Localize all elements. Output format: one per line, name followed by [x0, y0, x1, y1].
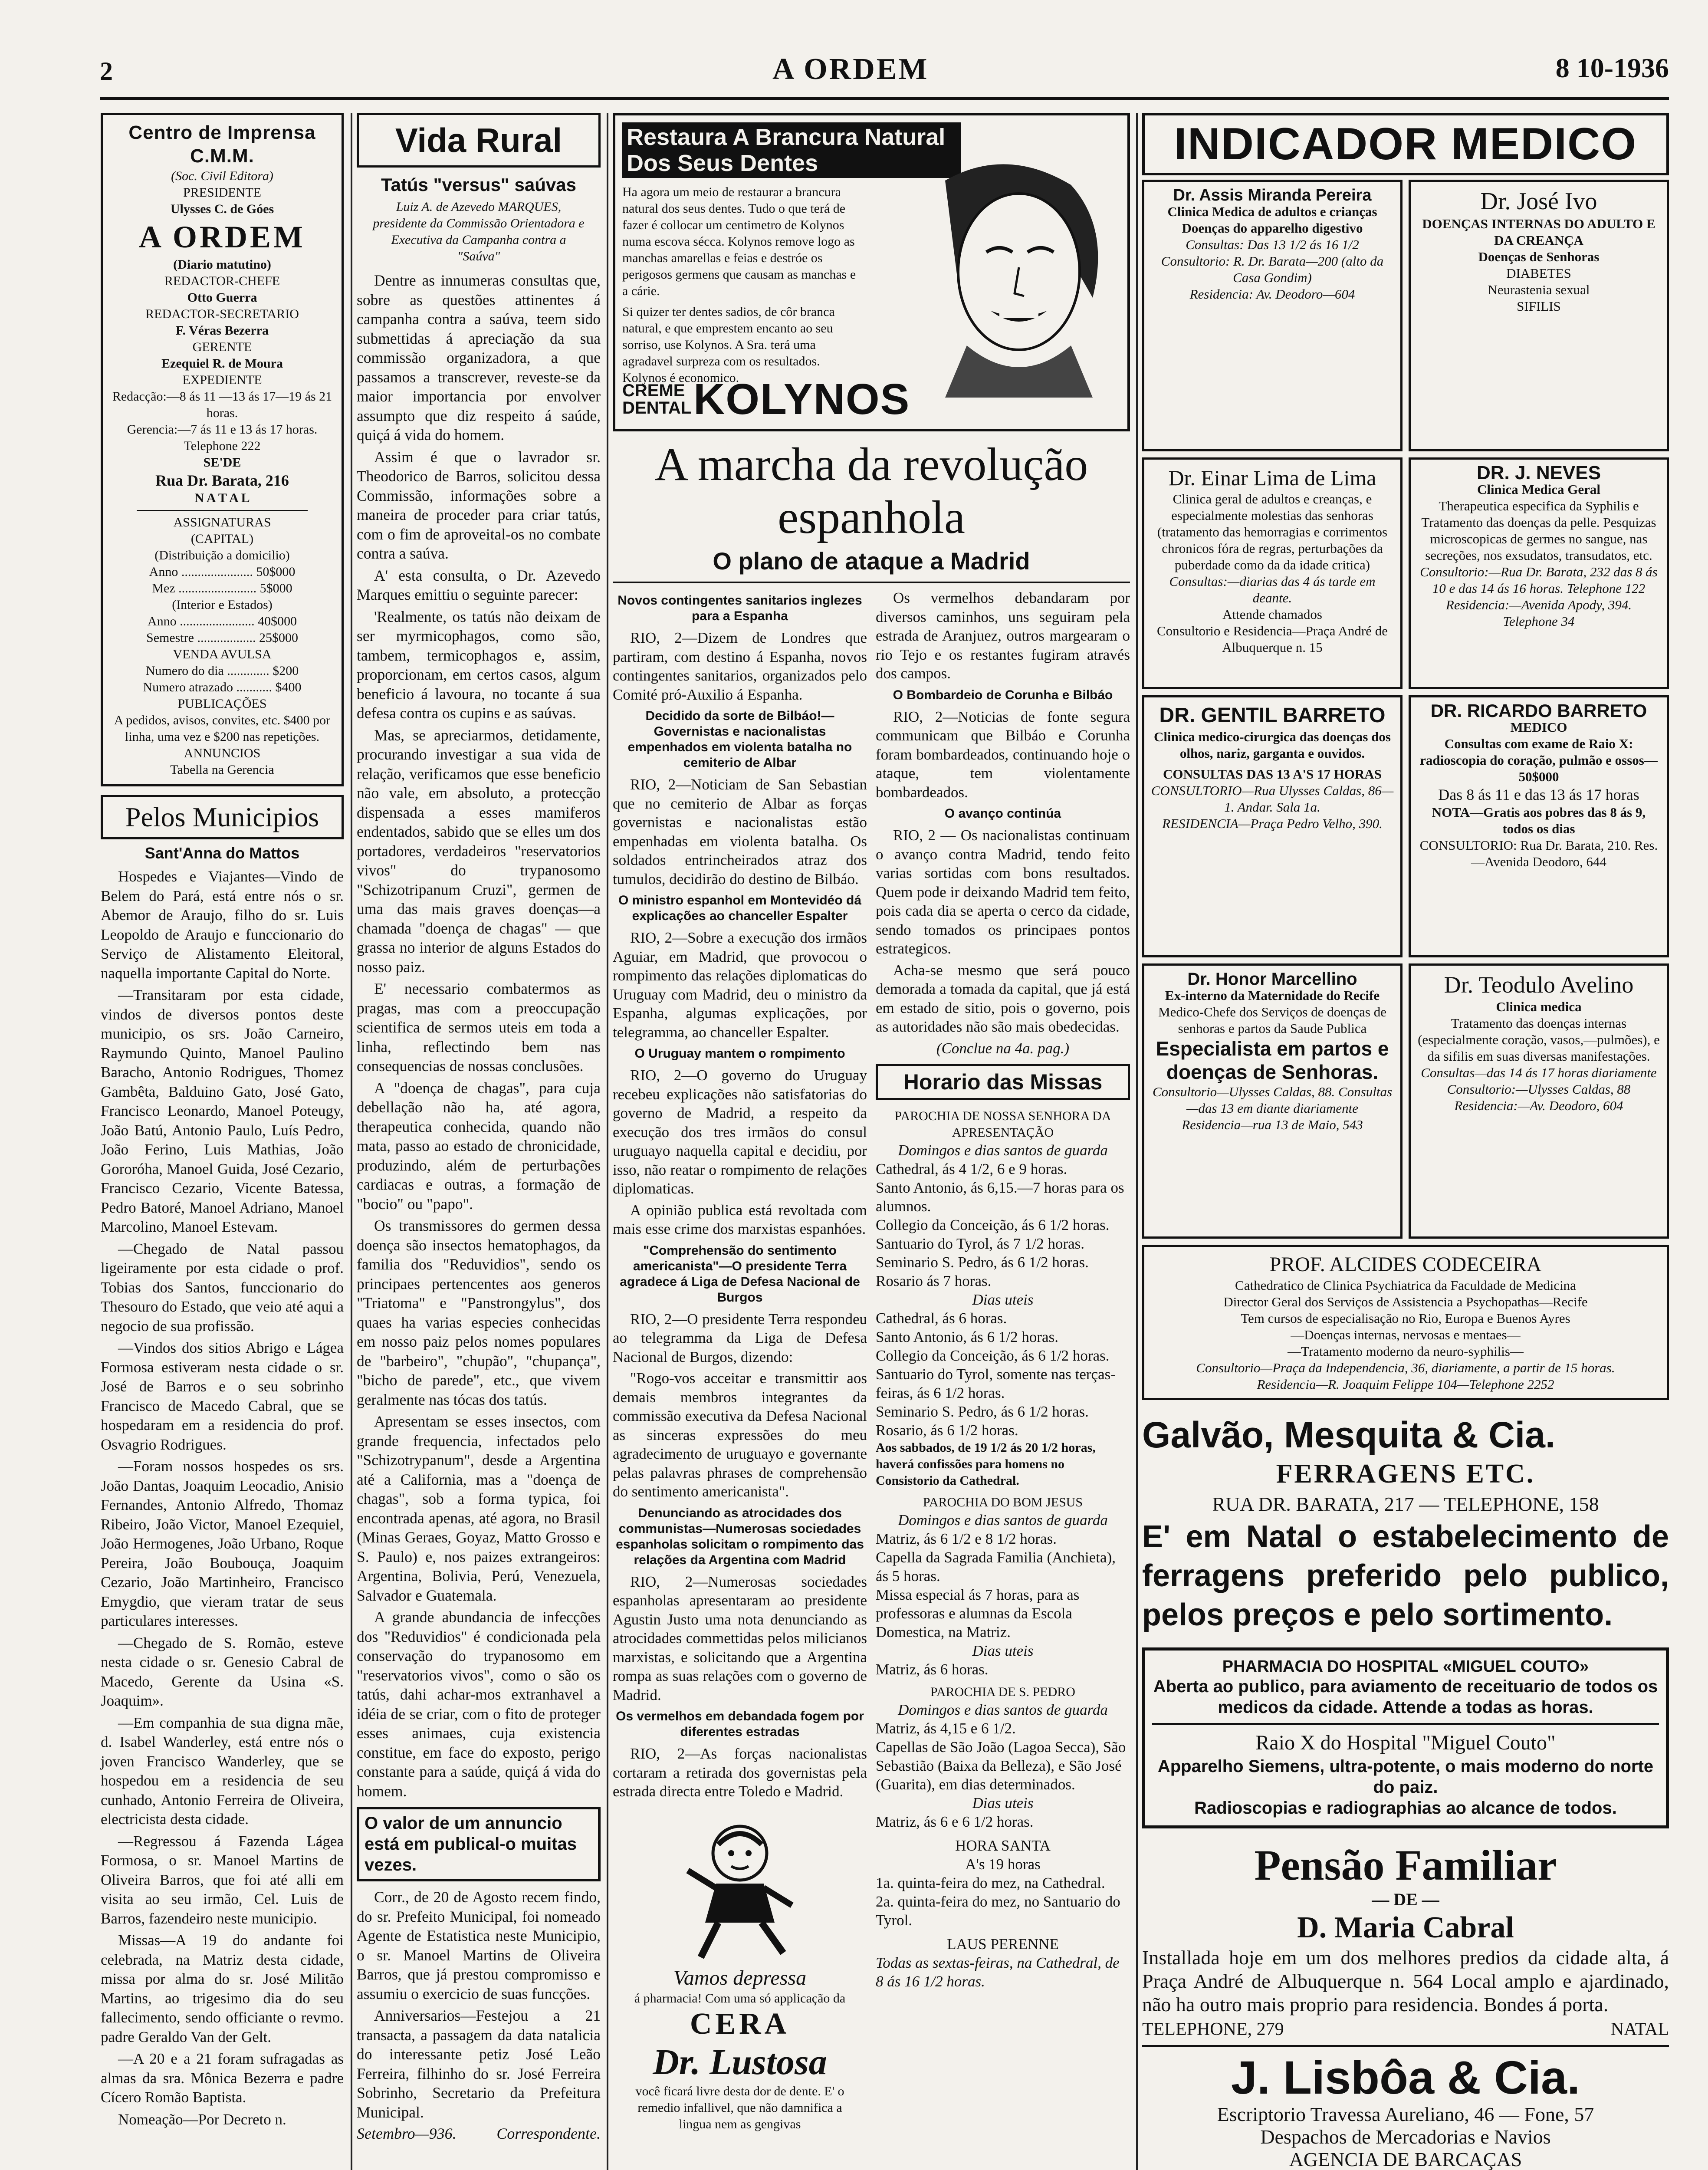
doctor-residence: Residencia—rua 13 de Maio, 543 — [1182, 1117, 1363, 1132]
line: AGENCIA DE BARCAÇAS — [1289, 2148, 1522, 2170]
raio-body: Apparelho Siemens, ultra-potente, o mais moderno do norte do paiz. — [1157, 1757, 1654, 1797]
raio-body2: Radioscopias e radiographias ao alcance de todos. — [1194, 1798, 1617, 1818]
paragraph: —Chegado de S. Romão, esteve nesta cidade o sr. Genesio Cabral de Macedo, Gerente da Usina «S. Joaquim». — [101, 1634, 344, 1709]
paragraph: A' esta consulta, o Dr. Azevedo Marques emittiu o seguinte parecer: — [357, 566, 601, 603]
section-title: Horario das Missas — [903, 1070, 1103, 1094]
doctor-spec: Clinica medica — [1496, 999, 1582, 1014]
line: Domingos e dias santos de guarda — [898, 1701, 1108, 1718]
war-headline: A marcha da revolução espanhola — [654, 439, 1088, 543]
doctor-residence: CONSULTORIO: Rua Dr. Barata, 210. Res.—Avenida Deodoro, 644 — [1419, 838, 1658, 869]
paper-name: A ORDEM — [772, 53, 929, 86]
notice-box — [357, 1807, 601, 1881]
line: EXPEDIENTE — [182, 373, 262, 387]
line: Cathedral, ás 4 1/2, 6 e 9 horas. — [876, 1161, 1068, 1177]
doctor-hours: Consultorio:—Rua Dr. Barata, 232 das 8 ás 10 e das 14 ás 16 horas. Telephone 122 — [1420, 564, 1658, 596]
cera-brand2: Dr. Lustosa — [653, 2042, 827, 2082]
line: Cathedral, ás 6 horas. — [876, 1310, 1007, 1327]
line: Santuario do Tyrol, ás 7 1/2 horas. — [876, 1235, 1085, 1252]
line: Cathedratico de Clinica Psychiatrica da Faculdade de Medicina — [1235, 1278, 1576, 1293]
column-2 — [357, 113, 601, 2143]
line: Tem cursos de especialisação no Rio, Europa e Buenos Ayres — [1241, 1311, 1570, 1326]
kolynos-ad — [613, 113, 1130, 431]
parish-title: PAROCHIA DE NOSSA SENHORA DA APRESENTAÇÃO — [894, 1109, 1111, 1140]
war-col-right — [876, 589, 1130, 2133]
line: Anno ....................... 40$000 — [147, 614, 297, 628]
kolynos-brand-left: CREME DENTAL — [622, 381, 692, 418]
paragraph: —Em companhia de sua digna mãe, d. Isabel Wanderley, está entre nós o joven Francisco Wanderley, que se hospedou em a residencia de seu cunhado, Antonio Ferreira de Oliveira, electricista desta cidade. — [101, 1714, 344, 1828]
centro-subtitle: (Soc. Civil Editora) — [171, 169, 273, 183]
municipios-text — [101, 867, 344, 2129]
doctor-name: DR. GENTIL BARRETO — [1159, 704, 1386, 727]
kolynos-body2: Si quizer ter dentes sadios, de côr branca natural, e que emprestem encanto ao seu sorriso, use Kolynos. A Sra. terá uma agradavel surpreza com os resultados. — [622, 305, 835, 368]
doctor-name: PROF. ALCIDES CODECEIRA — [1269, 1253, 1542, 1276]
woman-portrait-illustration — [893, 155, 1119, 398]
line: Santo Antonio, ás 6 1/2 horas. — [876, 1328, 1058, 1345]
section-title: Pelos Municipios — [125, 802, 319, 832]
paragraph: —A 20 e a 21 foram sufragadas as almas da sra. Mônica Bezerra e padre Cícero Romão Baptista. — [101, 2050, 344, 2106]
line: Dias uteis — [972, 1642, 1034, 1659]
masthead-box — [101, 113, 344, 786]
doctor-card — [1409, 180, 1669, 451]
paragraph: RIO, 2—O presidente Terra respondeu ao telegramma da Liga de Defesa Nacional de Burgos, dizendo: — [613, 1310, 867, 1365]
paragraph: Nomeação—Por Decreto n. — [118, 2111, 286, 2128]
corr-text — [357, 1887, 601, 2122]
doctor-spec: Clinica Medica de adultos e crianças — [1167, 204, 1377, 219]
line: Collegio da Conceição, ás 6 1/2 horas. — [876, 1217, 1110, 1233]
galvao-address: RUA DR. BARATA, 217 — TELEPHONE, 158 — [1212, 1493, 1599, 1515]
kolynos-body: Ha agora um meio de restaurar a brancura natural dos seus dentes. Tudo o que terá de fazer é collocar um centimetro de Kolynos numa escova sécca. Kolynos remove logo as manchas amarellas e feias e destróe os perigosos germens que causam as manchas e a cárie. — [622, 185, 856, 298]
line: Capella da Sagrada Familia (Anchieta), ás 5 horas. — [876, 1549, 1116, 1585]
page-header — [100, 48, 1669, 100]
war-subhead: "Comprehensão do sentimento americanista"—O presidente Terra agradece á Liga de Defesa Nacional de Burgos — [620, 1243, 860, 1305]
line: F. Véras Bezerra — [175, 323, 269, 338]
doctor-extra: Tratamento das doenças internas (especialmente coração, vasos,—pulmões), e da sifilis em suas diversas manifestações. — [1418, 1016, 1660, 1064]
line: Consultorio—Praça da Independencia, 36, diariamente, a partir de 15 horas. — [1196, 1360, 1615, 1375]
line: GERENTE — [192, 340, 252, 354]
war-subhead: O Bombardeio de Corunha e Bilbáo — [893, 687, 1113, 702]
line: Capellas de São João (Lagoa Secca), São Sebastião (Baixa da Belleza), e São José (Guarita), em dias determinados. — [876, 1739, 1126, 1793]
paragraph: Anniversarios—Festejou a 21 transacta, a passagem da data natalicia do interessante petiz José Leão Ferreira, filhinho do sr. José Ferreira Sobrinho, Secretario da Prefeitura Municipal. — [357, 2007, 601, 2121]
line: Otto Guerra — [187, 290, 257, 305]
pharmacia-body: Aberta ao publico, para aviamento de receituario de todos os medicos da cidade. Attende a todas as horas. — [1153, 1677, 1658, 1717]
line: Matriz, ás 6 1/2 e 8 1/2 horas. — [876, 1530, 1057, 1547]
doctor-spec: Clinica geral de adultos e creanças, e especialmente molestias das senhoras (tratamento das hemorragias e corrimentos chronicos fóra de regras, perturbações da puberdade como da da idade critica) — [1157, 491, 1388, 572]
doctor-name: DR. RICARDO BARRETO — [1430, 700, 1647, 721]
vida-rural-text — [357, 271, 601, 1801]
line: (CAPITAL) — [191, 532, 254, 546]
paragraph: Acha-se mesmo que será pouco demorada a tomada da capital, que já está em estado de sitio, pois o governo, pois as autoridades não são mais obedecidas. — [876, 961, 1130, 1035]
missas-body — [876, 1108, 1130, 1991]
doctor-hours: Consultas: Das 13 1/2 ás 16 1/2 — [1186, 237, 1359, 252]
line: LAUS PERENNE — [947, 1936, 1059, 1953]
line: Aos sabbados, de 19 1/2 ás 20 1/2 horas, haverá confissões para homens no Consistorio da Cathedral. — [876, 1440, 1096, 1488]
doctor-extra: Doenças do apparelho digestivo — [1182, 220, 1363, 236]
paragraph: —Regressou á Fazenda Lágea Formosa, o sr. Manoel Martins de Oliveira Barros, que foi até alli em visita ao seu irmão, Cel. Luis de Barros, fazendeiro neste municipio. — [101, 1832, 344, 1927]
doctor-hours: CONSULTAS DAS 13 A'S 17 HORAS — [1163, 766, 1382, 782]
line: Rosario ás 7 horas. — [876, 1272, 992, 1289]
doctor-card — [1142, 457, 1403, 689]
cera-line1: Vamos depressa — [673, 1966, 807, 1989]
issue-date: 8 10-1936 — [1555, 53, 1669, 83]
doctor-spec: MEDICO — [1510, 720, 1567, 735]
paragraph: A opinião publica está revoltada com mais esse crime dos marxistas espanhóes. — [613, 1201, 867, 1237]
vida-rural-heading — [357, 113, 601, 168]
doctor-hours: Consultorio—Ulysses Caldas, 88. Consultas—das 13 em diante diariamente — [1152, 1084, 1393, 1116]
doctor-specialty: Especialista em partos e doenças de Senhoras. — [1156, 1037, 1389, 1083]
line: Residencia—R. Joaquim Felippe 104—Telephone 2252 — [1257, 1377, 1554, 1392]
line: Seminario S. Pedro, ás 6 1/2 horas. — [876, 1403, 1089, 1420]
line: A pedidos, avisos, convites, etc. $400 por linha, uma vez e $200 nas repetições. — [114, 713, 331, 744]
doctor-hours: Consultas:—diarias das 4 ás tarde em deante. — [1169, 574, 1376, 605]
doctor-card — [1142, 180, 1403, 451]
line: Despachos de Mercadorias e Navios — [1260, 2126, 1551, 2148]
continued-note: (Conclue na 4a. pag.) — [936, 1039, 1070, 1057]
galvao-body: E' em Natal o estabelecimento de ferragens preferido pelo publico, pelos preços e pelo sortimento. — [1142, 1519, 1669, 1632]
doctor-address: Attende chamados — [1222, 607, 1322, 622]
doctor-name: Dr. Einar Lima de Lima — [1168, 466, 1376, 490]
doctor-address: Consultorio:—Ulysses Caldas, 88 — [1447, 1082, 1631, 1097]
article-subtitle: Tatús "versus" saúvas — [381, 174, 576, 195]
doctor-name: Dr. Assis Miranda Pereira — [1173, 186, 1372, 204]
running-boy-illustration — [675, 1818, 805, 1966]
paragraph: —Vindos dos sitios Abrigo e Lágea Formosa estiveram nesta cidade o sr. José de Barros e o seu sobrinho Francisco de Macedo Cabral, que se hospedaram em a residencia do prof. Osvagrio Rodrigues. — [101, 1339, 344, 1453]
line: Rua Dr. Barata, 216 — [155, 472, 289, 489]
paragraph: RIO, 2—O governo do Uruguay recebeu explicações não satisfatorias do governo de Madrid, a respeito da execução dos tres irmãos do consul uruguayo naquella capital e decidiu, por isso, não reatar o rompimento de relações diplomaticas. — [613, 1067, 867, 1197]
line: (Interior e Estados) — [172, 598, 273, 612]
line: Gerencia:—7 ás 11 e 13 ás 17 horas. — [127, 422, 318, 437]
paragraph: RIO, 2—Dizem de Londres que partiram, com destino á Espanha, novos contingentes sanitarios, organizados pelo Comité pró-Auxilio á Espanha. — [613, 629, 867, 703]
lisboa-ad — [1142, 2052, 1669, 2170]
line: 1a. quinta-feira do mez, na Cathedral. — [876, 1874, 1105, 1891]
war-subhead: O avanço continúa — [944, 806, 1061, 821]
parish-note: Domingos e dias santos de guarda — [898, 1142, 1108, 1159]
doctor-extra: Therapeutica especifica da Syphilis e Tratamento das doenças da pelle. Pesquizas microscopicas de germes no sangue, nas secreções, nos exsudatos, transudatos, etc. — [1421, 498, 1656, 563]
line: (Distribuição a domicilio) — [154, 548, 290, 562]
signoff-author: Correspondente. — [496, 2125, 601, 2142]
line: —Tratamento moderno da neuro-syphilis— — [1288, 1344, 1524, 1359]
line: Collegio da Conceição, ás 6 1/2 horas. — [876, 1347, 1110, 1364]
line: Seminario S. Pedro, ás 6 1/2 horas. — [876, 1254, 1089, 1271]
centro-title: Centro de Imprensa C.M.M. — [128, 122, 316, 167]
doctor-extra: Consultas com exame de Raio X: radioscopia do coração, pulmão e ossos—50$000 — [1420, 736, 1658, 784]
war-col-left — [613, 589, 867, 2133]
pensao-ad — [1142, 1841, 1669, 2040]
page-number: 2 — [100, 57, 113, 85]
column-3 — [613, 113, 1130, 2133]
codeceira-card — [1142, 1245, 1669, 1400]
line: Missa especial ás 7 horas, para as professoras e alumnas da Escola Domestica, na Matriz. — [876, 1586, 1080, 1641]
doctor-name: Dr. Teodulo Avelino — [1444, 972, 1634, 998]
galvao-sub: FERRAGENS ETC. — [1276, 1459, 1535, 1489]
paragraph: RIO, 2 — Os nacionalistas continuam o avanço contra Madrid, tendo feito varias sortidas com bons resultados. Quem pode ir deixando Madrid tem feito, pois cada dia se aperta o cerco da cidade, sendo tomados os principaes pontos estrategicos. — [876, 827, 1130, 957]
line: Ezequiel R. de Moura — [161, 356, 283, 371]
doctor-residence: RESIDENCIA—Praça Pedro Velho, 390. — [1162, 816, 1383, 831]
doctor-address: Neurastenia sexual — [1488, 282, 1590, 297]
line: ANNUNCIOS — [184, 746, 261, 760]
war-subhead: Novos contingentes sanitarios inglezes para a Espanha — [618, 593, 862, 623]
line: Tabella na Gerencia — [170, 763, 274, 777]
line: HORA SANTA — [955, 1837, 1051, 1854]
doctor-spec: Clinica medico-cirurgica das doenças dos olhos, nariz, garganta e ouvidos. — [1154, 729, 1391, 761]
line: Ulysses C. de Góes — [170, 202, 274, 216]
line: PAROCHIA DO BOM JESUS — [923, 1495, 1083, 1509]
paragraph: RIO, 2—As forças nacionalistas cortaram a retirada dos governistas pela estrada directa entre Toledo e Madrid. — [613, 1745, 867, 1800]
doctor-residence: SIFILIS — [1517, 299, 1561, 314]
line: ASSIGNATURAS — [173, 515, 271, 529]
doctor-spec: Clinica Medica Geral — [1477, 482, 1601, 497]
paragraph: RIO, 2—Numerosas sociedades espanholas apresentaram ao presidente Agustin Justo uma nota denunciando as atrocidades commettidas pelos milicianos marxistas, e solicitando que a Argentina rompa as suas relações com o governo de Madrid. — [613, 1573, 867, 1703]
line: (Diario matutino) — [173, 257, 271, 272]
missas-heading — [876, 1064, 1130, 1100]
line: A's 19 horas — [965, 1856, 1041, 1873]
line: Matriz, ás 4,15 e 6 1/2. — [876, 1720, 1016, 1737]
municipios-heading — [101, 795, 344, 839]
lisboa-name: J. Lisbôa & Cia. — [1231, 2051, 1580, 2104]
paragraph: Mas, se apreciarmos, detidamente, procurando investigar a sua vida de relação, verificamos que esse beneficio não vale, em absoluto, a protecção dispensada a esses mamiferos endentados, sabido que se elles um dos portadores, verdadeiros "reservatorios vivos" do trypanosomo "Schizotripanum Cruzi", germen de uma das mais graves doenças—a chamada "doença de chagas" — que grassa no interior de alguns Estados do nosso paiz. — [357, 726, 601, 976]
paragraph: Hospedes e Viajantes—Vindo de Belem do Pará, está entre nós o sr. Abemor de Araujo, filho do sr. Luis Leopoldo de Araujo e funccionario do Serviço de Alistamento Eleitoral, naquella importante Capital do Norte. — [101, 868, 344, 982]
doctor-hours: DIABETES — [1506, 266, 1571, 281]
signoff-date: Setembro—936. — [357, 2125, 457, 2142]
kolynos-body3: Kolynos é economico. — [622, 371, 739, 385]
line: REDACTOR-CHEFE — [164, 274, 280, 288]
pensao-owner: D. Maria Cabral — [1297, 1911, 1514, 1944]
line: VENDA AVULSA — [173, 647, 272, 661]
doctor-card — [1409, 457, 1669, 689]
paragraph: —Transitaram por esta cidade, vindos de diversos pontos deste municipio, os srs. João Carneiro, Raymundo Quinto, Manoel Paulino Baracho, Antonio Rodrigues, Thomez Gambêta, Balduino Gato, José Gato, Francisco Leonardo, Manoel Poteugy, João Batú, Antonio Paulo, Luís Pedro, João Ferino, Luis Mathias, João Gororóha, Manoel Guida, José Cezario, Francisco Cezario, Vicente Batessa, Pedro Batoré, Manoel Adriano, Manoel Marcolino, Manoel Estevam. — [101, 986, 344, 1235]
line: PRESIDENTE — [183, 185, 261, 200]
doctor-name: Dr. Honor Marcellino — [1187, 970, 1357, 989]
column-1 — [101, 113, 344, 2132]
line: —Doenças internas, nervosas e mentaes— — [1291, 1327, 1521, 1342]
pensao-city: NATAL — [1610, 2019, 1669, 2039]
paragraph: Dentre as innumeras consultas que, sobre as questões attinentes á campanha contra a saúva, teem sido submettidas á apreciação da sua commissão organizadora, a que passamos a transcrever, reveste-se da maior importancia por envolver assumpto que diz respeito á saúde, quiçá á vida do homem. — [357, 272, 601, 444]
pensao-phone: TELEPHONE, 279 — [1142, 2019, 1284, 2039]
pensao-body: Installada hoje em um dos melhores predios da cidade alta, á Praça André de Albuquerque n. 564 Local amplo e ajardinado, não ha outro mais proprio para residencia. Bondes á porta. — [1142, 1946, 1669, 2015]
line: Director Geral dos Serviços de Assistencia a Psychopathas—Recife — [1223, 1294, 1588, 1309]
line: SE'DE — [203, 455, 241, 470]
war-subheadline: O plano de ataque a Madrid — [713, 547, 1030, 575]
line: Rosario, ás 6 1/2 horas. — [876, 1422, 1018, 1439]
war-subhead: O ministro espanhol em Montevidéo dá explicações ao chanceller Espalter — [618, 893, 862, 923]
war-subhead: O Uruguay mantem o rompimento — [634, 1046, 845, 1061]
doctor-residence: Residencia:—Av. Deodoro, 604 — [1454, 1098, 1623, 1113]
galvao-ad — [1142, 1413, 1669, 1634]
paragraph: Missas—A 19 do andante foi celebrada, na Matriz desta cidade, missa por alma do sr. José Militão Martins, ao trigesimo dia do seu fallecimento, sendo officiante o revmo. padre Geraldo Van der Gelt. — [101, 1932, 344, 2045]
line: Todas as sextas-feiras, na Cathedral, de 8 ás 16 1/2 horas. — [876, 1954, 1120, 1990]
paragraph: Os vermelhos debandaram por diversos caminhos, uns seguiram pela estrada de Aranjuez, outros margearam o rio Tejo e os restantes fugiram através dos campos. — [876, 589, 1130, 682]
line: Matriz, ás 6 e 6 1/2 horas. — [876, 1813, 1034, 1830]
section-title: INDICADOR MEDICO — [1174, 119, 1637, 169]
doctor-hours: Consultas—das 14 ás 17 horas diariamente — [1421, 1065, 1657, 1080]
cera-ad — [613, 1818, 867, 2133]
pensao-name: Pensão Familiar — [1254, 1841, 1557, 1889]
doctor-address: NOTA—Gratis aos pobres das 8 ás 9, todos os dias — [1432, 805, 1646, 836]
galvao-name: Galvão, Mesquita & Cia. — [1142, 1414, 1556, 1455]
line: PUBLICAÇÕES — [177, 697, 267, 711]
line: Domingos e dias santos de guarda — [898, 1512, 1108, 1529]
doctor-name: DR. J. NEVES — [1476, 462, 1601, 483]
line: Santuario do Tyrol, somente nas terças-feiras, ás 6 1/2 horas. — [876, 1366, 1116, 1401]
paragraph: 'Realmente, os tatús não deixam de ser myrmicophagos, como são, tambem, termicophagos e, assim, proporcionam, em certos casos, algum beneficio á lavoura, no tocante á sua defesa contra os cupins e as saúvas. — [357, 608, 601, 722]
line: REDACTOR-SECRETARIO — [145, 307, 299, 321]
paragraph: Assim é que o lavrador sr. Theodorico de Barros, solicitou dessa Commissão, informações sobre a maneira de proceder para criar tatús, com o fim de aproveital-os no combate contra a saúva. — [357, 448, 601, 562]
paragraph: A grande abundancia de infecções dos "Reduvidios" é condicionada pela conservação do trypanosomo em "reservatorios vivos", como o são os tatús, dahi achar-mos extranhavel a idéia de se criar, com o fito de proteger esses animaes, cuja existencia constitue, em face do exposto, perigo constante para a saúde, quiçá á vida do homem. — [357, 1608, 601, 1800]
paragraph: RIO, 2—Noticiam de San Sebastian que no cemiterio de Albar as forças governistas e nacionalistas estão empenhadas em violenta batalha. Os soldados entrincheirados atraz dos tumulos, decidirão do destino de Bilbáo. — [613, 776, 867, 888]
line: Dias uteis — [972, 1795, 1034, 1812]
notice-text: O valor de um annuncio está em publical-o muitas vezes. — [365, 1814, 577, 1874]
line: Matriz, ás 6 horas. — [876, 1661, 989, 1678]
paragraph: RIO, 2—Noticias de fonte segura communicam que Bilbáo e Corunha foram bombardeados, continuando hoje o ataque, tem violentamente bombardeados. — [876, 708, 1130, 801]
doctor-residence: Residencia: Av. Deodoro—604 — [1189, 286, 1355, 302]
paragraph: RIO, 2—Sobre a execução dos irmãos Aguiar, em Madrid, que provocou o rompimento das relações diplomaticas do Uruguay com Madrid, deu o ministro da Espanha, algumas explicações, por telegramma, ao chanceller Espalter. — [613, 929, 867, 1041]
doctor-address: CONSULTORIO—Rua Ulysses Caldas, 86—1. Andar. Sala 1a. — [1151, 783, 1394, 815]
line: Anno ...................... 50$000 — [149, 565, 296, 579]
cera-line2: á pharmacia! Com uma só applicação da — [634, 1991, 846, 2006]
line: Santo Antonio, ás 6,15.—7 horas para os alumnos. — [876, 1179, 1124, 1215]
line: Mez ........................ 5$000 — [152, 581, 292, 595]
war-subhead: Os vermelhos em debandada fogem por diferentes estradas — [616, 1709, 864, 1739]
pharmacia-ad — [1142, 1647, 1669, 1828]
line: PAROCHIA DE S. PEDRO — [930, 1685, 1075, 1699]
line: Numero do dia ............. $200 — [145, 664, 299, 678]
line: Escriptorio Travessa Aureliano, 46 — Fone, 57 — [1217, 2103, 1594, 2125]
line: Telephone 222 — [184, 439, 261, 453]
paragraph: —Chegado de Natal passou ligeiramente por esta cidade o prof. Tobias dos Santos, funccionario do Thesouro do Estado, que veio até aqui a negocio de sua profissão. — [101, 1240, 344, 1335]
doctor-card — [1142, 963, 1403, 1239]
paragraph: "Rogo-vos acceitar e transmittir aos demais membros integrantes da commissão executiva da Defesa Nacional as sinceras expressões do meu agradecimento de uruguayo e governante pelas palavras phrases de comprehensão do sentimento americanista". — [613, 1370, 867, 1500]
paragraph: —Foram nossos hospedes os srs. João Dantas, Joaquim Leocadio, Anisio Fernandes, Antonio Alfredo, Thomaz Ribeiro, João Victor, Manoel Ezequiel, João Hermogenes, João Urbano, Roque Pereira, João Boubouça, Joaquim Cezario, João Martinheiro, Francisco Emygdio, que vieram tratar de seus particulares interesses. — [101, 1458, 344, 1629]
byline: Luiz A. de Azevedo MARQUES, presidente da Commissão Orientadora e Executiva da Campanha contra a "Saúva" — [373, 200, 585, 263]
doctor-spec: Ex-interno da Maternidade do Recife — [1165, 988, 1380, 1003]
cera-line3: você ficará livre desta dor de dente. E' o remedio infallivel, que não damnifica a lingua nem as gengivas — [635, 2084, 844, 2131]
kolynos-brand: KOLYNOS — [693, 375, 910, 424]
doctor-card — [1142, 695, 1403, 957]
line: Redacção:—8 ás 11 —13 ás 17—19 ás 21 horas. — [112, 389, 332, 420]
doctor-residence: Consultorio e Residencia—Praça André de Albuquerque n. 15 — [1156, 623, 1388, 655]
doctor-extra: Medico-Chefe dos Serviços de doenças de senhoras e partos da Saude Publica — [1158, 1004, 1386, 1036]
paragraph: Os transmissores do germen dessa doença são insectos hematophagos, da familia dos "Reduvidios", sendo os principaes pertencentes aos generos "Triatoma" e "Panstrongylus", dos quaes ha varias especies conhecidas em nosso paiz pelos nomes populares de "barbeiro", "chupão", "chupança", "bicho de parede", etc., que vivem geralmente nas tócas dos tatús. — [357, 1217, 601, 1408]
paragraph: A "doença de chagas", para cuja debellação não ha, até agora, therapeutica conhecida, quando não mata, passo ao estado de chronicidade, produzindo, além de perturbações cardiacas e outras, a formação de "bocio" ou "papo". — [357, 1079, 601, 1213]
doctor-card — [1409, 695, 1669, 957]
pharmacia-name: PHARMACIA DO HOSPITAL «MIGUEL COUTO» — [1222, 1657, 1589, 1676]
line: Semestre .................. 25$000 — [146, 631, 298, 645]
section-title: Vida Rural — [395, 121, 562, 159]
place-heading: Sant'Anna do Mattos — [145, 844, 300, 862]
masthead-paper-name: A ORDEM — [139, 220, 305, 254]
line: Dias uteis — [972, 1291, 1034, 1308]
paragraph: Apresentam se esses insectos, com grande frequencia, infectados pelo "Schizotrypanum", desde a Argentina até a California, mas a "doença de chagas", sob a forma typica, foi encontrada apenas, até agora, no Brasil (Minas Geraes, Goyaz, Matto Grosso e S. Paulo) e, nos paizes extrangeiros: Argentina, Bolivia, Perú, Venezuela, Salvador e Guatemala. — [357, 1413, 601, 1604]
doctor-extra: Doenças de Senhoras — [1478, 249, 1600, 264]
doctor-name: Dr. José Ivo — [1480, 188, 1597, 215]
line: Numero atrazado ........... $400 — [143, 680, 302, 694]
line: N A T A L — [194, 491, 250, 505]
kolynos-headline: Restaura A Brancura Natural Dos Seus Dentes — [622, 122, 961, 178]
paragraph: E' necessario combatermos as pragas, mas com a preoccupação scientifica de sermos uteis em toda a linha, reflectindo bem nas consequencias de nossas conclusões. — [357, 980, 601, 1075]
paragraph: Corr., de 20 de Agosto recem findo, do sr. Prefeito Municipal, foi nomeado Agente de Estatistica neste Municipio, o sr. Manoel Martins de Oliveira Barros, que já prestou compromisso e assumiu o exercicio de suas funcções. — [357, 1888, 601, 2002]
cera-brand: CERA — [690, 2007, 790, 2041]
doctor-spec: DOENÇAS INTERNAS DO ADULTO E DA CREANÇA — [1422, 216, 1655, 248]
raio-title: Raio X do Hospital "Miguel Couto" — [1255, 1731, 1556, 1754]
doctor-address: Consultorio: R. Dr. Barata—200 (alto da Casa Gondim) — [1161, 253, 1384, 285]
doctor-hours: Das 8 ás 11 e das 13 ás 17 horas — [1438, 786, 1639, 803]
war-subhead: Decidido da sorte de Bilbáo!—Governistas e nacionalistas empenhados em violenta batalha no cemiterio de Albar — [627, 709, 852, 770]
column-4 — [1142, 113, 1669, 2170]
war-subhead: Denunciando as atrocidades dos communistas—Numerosas sociedades espanholas solicitam o rompimento das relações da Argentina com Madrid — [616, 1506, 864, 1567]
line: 2a. quinta-feira do mez, no Santuario do Tyrol. — [876, 1893, 1120, 1929]
doctor-card — [1409, 963, 1669, 1239]
pensao-de: — DE — — [1372, 1890, 1439, 1909]
indicador-heading — [1142, 113, 1669, 175]
doctor-residence: Residencia:—Avenida Apody, 394. Telephone 34 — [1445, 597, 1632, 629]
